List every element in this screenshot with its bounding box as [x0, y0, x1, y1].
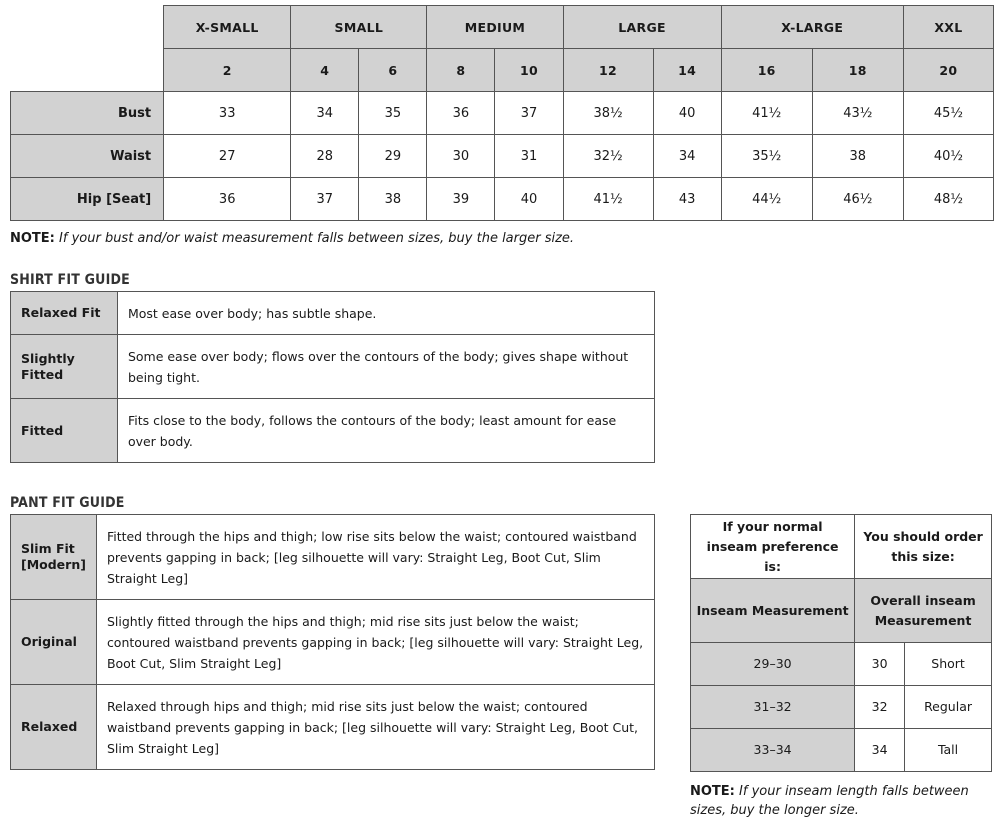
inseam-measurement-header: Inseam Measurement [691, 579, 855, 643]
measurement-cell: 38 [812, 135, 903, 178]
size-number: 14 [653, 49, 721, 92]
measurement-cell: 34 [291, 92, 359, 135]
size-note [10, 231, 574, 246]
size-number: 12 [563, 49, 653, 92]
size-group-header: MEDIUM [427, 6, 563, 49]
measurement-cell: 43½ [812, 92, 903, 135]
size-number: 6 [359, 49, 427, 92]
inseam-length: 30 [855, 643, 905, 686]
fit-row [11, 292, 655, 335]
measurement-cell: 41½ [721, 92, 812, 135]
size-note-text: If your bust and/or waist measurement falls between sizes, buy the larger size. [59, 231, 575, 246]
fit-row [11, 335, 655, 399]
size-group-header: X-SMALL [164, 6, 291, 49]
inseam-subheader-row [691, 579, 992, 643]
measurement-cell: 40 [495, 178, 563, 221]
measurement-cell: 45½ [903, 92, 993, 135]
inseam-note-text: If your inseam length falls between sizes, buy the longer size. [690, 784, 969, 818]
row-label-waist: Waist [11, 135, 164, 178]
measurement-cell: 33 [164, 92, 291, 135]
pant-fit-table [10, 514, 655, 770]
inseam-header-row [691, 515, 992, 579]
fit-description: Relaxed through hips and thigh; mid rise sits just below the waist; contoured waistband prevents gapping in back; [leg silhouette will vary: Straight Leg, Boot Cut, Slim Straight Leg] [96, 685, 654, 770]
size-chart-table [10, 5, 994, 221]
measurement-cell: 30 [427, 135, 495, 178]
row-label-bust: Bust [11, 92, 164, 135]
measurement-cell: 29 [359, 135, 427, 178]
inseam-header-right: You should order this size: [855, 515, 992, 579]
size-number: 10 [495, 49, 563, 92]
size-number: 4 [291, 49, 359, 92]
measurement-cell: 40½ [903, 135, 993, 178]
size-number: 8 [427, 49, 495, 92]
measurement-cell: 39 [427, 178, 495, 221]
inseam-range: 33–34 [691, 729, 855, 772]
inseam-size: Short [905, 643, 992, 686]
measurement-cell: 32½ [563, 135, 653, 178]
row-label-hip: Hip [Seat] [11, 178, 164, 221]
measurement-cell: 28 [291, 135, 359, 178]
size-group-row [11, 6, 994, 49]
measurement-cell: 48½ [903, 178, 993, 221]
measurement-cell: 41½ [563, 178, 653, 221]
fit-description: Fitted through the hips and thigh; low rise sits below the waist; contoured waistband prevents gapping in back; [leg silhouette will vary: Straight Leg, Boot Cut, Slim Straight Leg] [96, 515, 654, 600]
measurement-cell: 46½ [812, 178, 903, 221]
measurement-cell: 36 [427, 92, 495, 135]
fit-row [11, 515, 655, 600]
size-group-header: X-LARGE [721, 6, 903, 49]
size-group-header: LARGE [563, 6, 721, 49]
inseam-row [691, 643, 992, 686]
fit-label: Fitted [11, 399, 118, 463]
measurement-cell: 38½ [563, 92, 653, 135]
inseam-size: Regular [905, 686, 992, 729]
inseam-note [690, 782, 990, 820]
size-group-header: XXL [903, 6, 993, 49]
size-number: 2 [164, 49, 291, 92]
size-number: 20 [903, 49, 993, 92]
fit-label: Slightly Fitted [11, 335, 118, 399]
measurement-cell: 36 [164, 178, 291, 221]
inseam-size: Tall [905, 729, 992, 772]
pant-fit-guide-title: PANT FIT GUIDE [10, 495, 125, 511]
measurement-cell: 40 [653, 92, 721, 135]
fit-label: Relaxed Fit [11, 292, 118, 335]
size-number: 18 [812, 49, 903, 92]
measurement-cell: 37 [495, 92, 563, 135]
measurement-cell: 31 [495, 135, 563, 178]
fit-row [11, 399, 655, 463]
fit-description: Fits close to the body, follows the contours of the body; least amount for ease over body. [117, 399, 654, 463]
fit-description: Slightly fitted through the hips and thigh; mid rise sits just below the waist; contoured waistband prevents gapping in back; [leg silhouette will vary: Straight Leg, Boot Cut, Slim Straight Leg] [96, 600, 654, 685]
size-group-header: SMALL [291, 6, 427, 49]
fit-description: Most ease over body; has subtle shape. [117, 292, 654, 335]
inseam-range: 29–30 [691, 643, 855, 686]
shirt-fit-guide-title: SHIRT FIT GUIDE [10, 272, 130, 288]
measurement-cell: 44½ [721, 178, 812, 221]
measurement-cell: 35½ [721, 135, 812, 178]
inseam-range: 31–32 [691, 686, 855, 729]
overall-inseam-header: Overall inseam Measurement [855, 579, 992, 643]
shirt-fit-table [10, 291, 655, 463]
size-note-label: NOTE: [10, 231, 55, 246]
waist-row [11, 135, 994, 178]
fit-label: Original [11, 600, 97, 685]
size-number-row [11, 49, 994, 92]
hip-row [11, 178, 994, 221]
fit-description: Some ease over body; flows over the contours of the body; gives shape without being tight. [117, 335, 654, 399]
fit-row [11, 685, 655, 770]
inseam-note-label: NOTE: [690, 784, 735, 799]
measurement-cell: 43 [653, 178, 721, 221]
measurement-cell: 35 [359, 92, 427, 135]
fit-label: Slim Fit [Modern] [11, 515, 97, 600]
inseam-header-left: If your normal inseam preference is: [691, 515, 855, 579]
bust-row [11, 92, 994, 135]
measurement-cell: 27 [164, 135, 291, 178]
inseam-length: 32 [855, 686, 905, 729]
inseam-table [690, 514, 992, 772]
measurement-cell: 37 [291, 178, 359, 221]
measurement-cell: 34 [653, 135, 721, 178]
inseam-length: 34 [855, 729, 905, 772]
fit-row [11, 600, 655, 685]
measurement-cell: 38 [359, 178, 427, 221]
inseam-row [691, 686, 992, 729]
inseam-row [691, 729, 992, 772]
size-number: 16 [721, 49, 812, 92]
fit-label: Relaxed [11, 685, 97, 770]
